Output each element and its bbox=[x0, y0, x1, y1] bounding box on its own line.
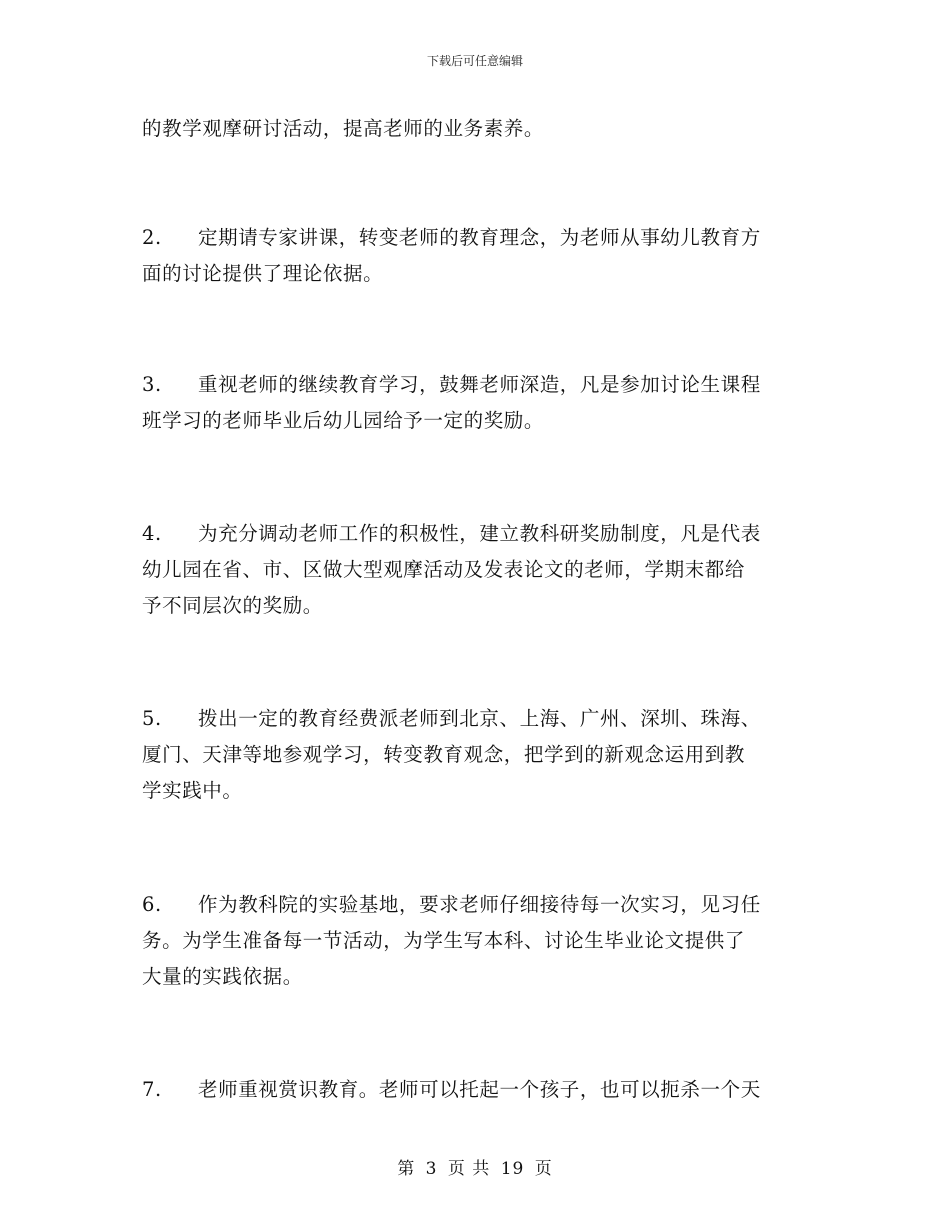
paragraph-line: 幼儿园在省、市、区做大型观摩活动及发表论文的老师，学期末都给 bbox=[142, 558, 746, 581]
paragraph-line: 大量的实践依据。 bbox=[142, 965, 303, 988]
paragraph-line: 老师重视赏识教育。老师可以托起一个孩子，也可以扼杀一个天 bbox=[198, 1078, 761, 1101]
list-item-3 bbox=[142, 367, 812, 439]
paragraph-line: 作为教科院的实验基地，要求老师仔细接待每一次实习，见习任 bbox=[198, 893, 761, 916]
paragraph-continuation bbox=[142, 111, 812, 147]
list-number: 4. bbox=[142, 522, 162, 545]
paragraph-line: 定期请专家讲课，转变老师的教育理念，为老师从事幼儿教育方 bbox=[198, 226, 761, 249]
list-item-5 bbox=[142, 701, 812, 809]
list-item-2 bbox=[142, 220, 812, 292]
list-item-4 bbox=[142, 516, 812, 624]
list-item-7 bbox=[142, 1072, 812, 1108]
list-number: 3. bbox=[142, 373, 162, 396]
paragraph-line: 重视老师的继续教育学习，鼓舞老师深造，凡是参加讨论生课程 bbox=[198, 373, 761, 396]
list-number: 7. bbox=[142, 1078, 162, 1101]
paragraph-line: 厦门、天津等地参观学习，转变教育观念，把学到的新观念运用到教 bbox=[142, 743, 746, 766]
footer-prefix: 第 bbox=[397, 1159, 416, 1179]
list-number: 6. bbox=[142, 893, 162, 916]
paragraph-line: 务。为学生准备每一节活动，为学生写本科、讨论生毕业论文提供了 bbox=[142, 929, 746, 952]
list-item-6 bbox=[142, 887, 812, 995]
list-number: 2. bbox=[142, 226, 162, 249]
paragraph-line: 予不同层次的奖励。 bbox=[142, 594, 323, 617]
list-number: 5. bbox=[142, 707, 162, 730]
header-note: 下载后可任意编辑 bbox=[426, 54, 523, 68]
paragraph-line: 班学习的老师毕业后幼儿园给予一定的奖励。 bbox=[142, 409, 545, 432]
footer-mid: 页 共 bbox=[447, 1159, 491, 1179]
paragraph-line: 的教学观摩研讨活动，提高老师的业务素养。 bbox=[142, 117, 545, 140]
current-page-number: 3 bbox=[425, 1159, 438, 1179]
paragraph-line: 面的讨论提供了理论依据。 bbox=[142, 262, 384, 285]
page-footer bbox=[0, 1154, 950, 1179]
footer-suffix: 页 bbox=[534, 1159, 553, 1179]
paragraph-line: 拨出一定的教育经费派老师到北京、上海、广州、深圳、珠海、 bbox=[198, 707, 761, 730]
paragraph-line: 学实践中。 bbox=[142, 779, 243, 802]
total-page-count: 19 bbox=[500, 1159, 525, 1179]
paragraph-line: 为充分调动老师工作的积极性，建立教科研奖励制度，凡是代表 bbox=[198, 522, 761, 545]
